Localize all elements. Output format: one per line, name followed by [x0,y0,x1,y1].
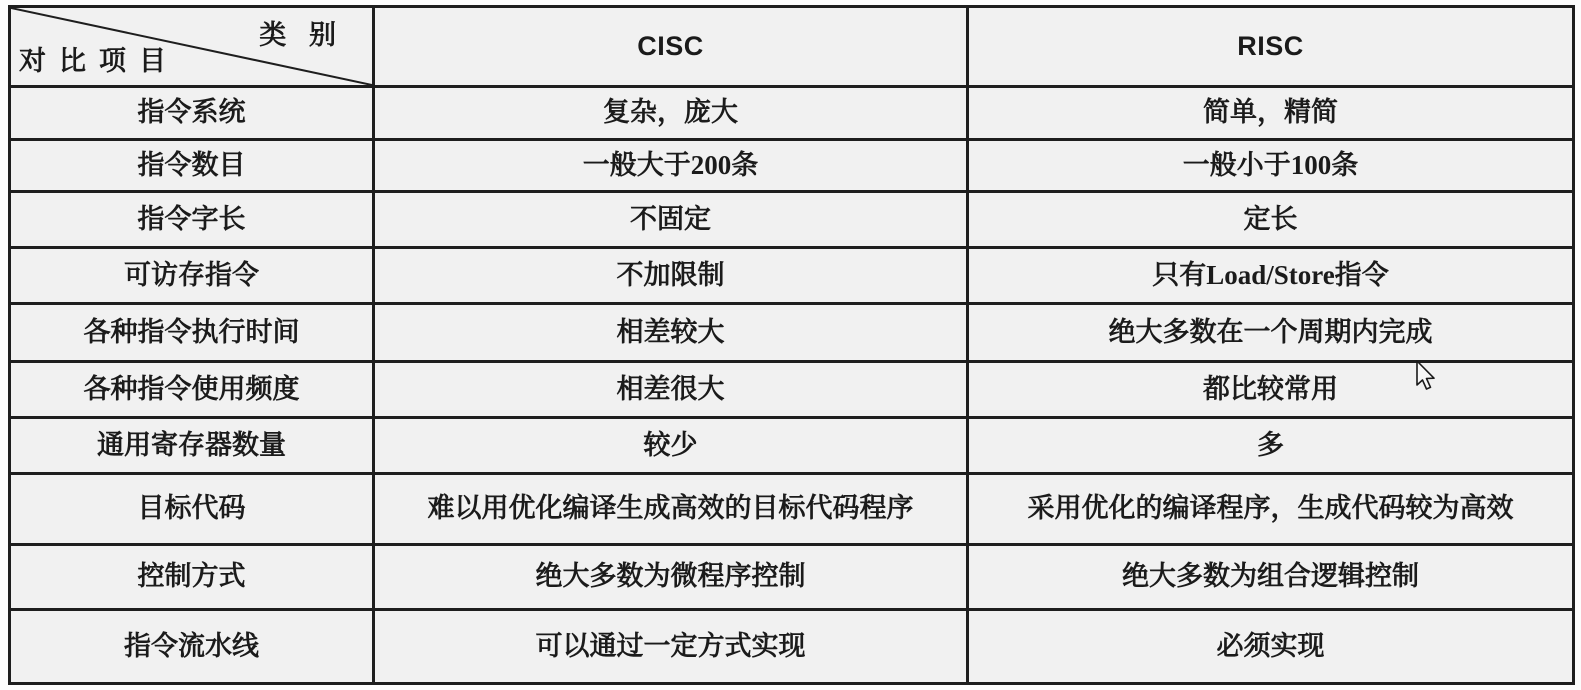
header-row [10,7,1574,87]
risc-cell: 多 [968,418,1574,474]
table-row [10,610,1574,684]
cisc-cell: 难以用优化编译生成高效的目标代码程序 [374,474,968,545]
row-label: 可访存指令 [10,248,374,304]
row-label: 指令系统 [10,87,374,140]
row-label: 指令流水线 [10,610,374,684]
cisc-cell: 不固定 [374,192,968,248]
row-label: 控制方式 [10,545,374,610]
risc-cell: 简单，精简 [968,87,1574,140]
table-row [10,192,1574,248]
risc-cell: 只有Load/Store指令 [968,248,1574,304]
cisc-cell: 一般大于200条 [374,140,968,192]
row-label: 指令数目 [10,140,374,192]
cisc-cell: 可以通过一定方式实现 [374,610,968,684]
row-label: 各种指令执行时间 [10,304,374,362]
column-header-cisc: CISC [374,7,968,87]
row-label: 各种指令使用频度 [10,362,374,418]
risc-cell: 都比较常用 [968,362,1574,418]
table-row [10,140,1574,192]
risc-cell: 绝大多数为组合逻辑控制 [968,545,1574,610]
corner-label-category: 类 别 [259,20,344,50]
table-row [10,304,1574,362]
risc-cell: 采用优化的编译程序，生成代码较为高效 [968,474,1574,545]
table-row [10,474,1574,545]
cisc-cell: 不加限制 [374,248,968,304]
cisc-risc-comparison-table [8,5,1575,685]
table-row [10,362,1574,418]
row-label: 指令字长 [10,192,374,248]
table-row [10,418,1574,474]
risc-cell: 定长 [968,192,1574,248]
cisc-cell: 绝大多数为微程序控制 [374,545,968,610]
row-label: 通用寄存器数量 [10,418,374,474]
diagonal-corner-cell [10,7,374,87]
risc-cell: 必须实现 [968,610,1574,684]
risc-cell: 一般小于100条 [968,140,1574,192]
risc-cell: 绝大多数在一个周期内完成 [968,304,1574,362]
column-header-risc: RISC [968,7,1574,87]
cisc-cell: 复杂，庞大 [374,87,968,140]
cisc-cell: 较少 [374,418,968,474]
table-row [10,248,1574,304]
cisc-cell: 相差较大 [374,304,968,362]
row-label: 目标代码 [10,474,374,545]
table-row [10,545,1574,610]
cisc-cell: 相差很大 [374,362,968,418]
table-row [10,87,1574,140]
corner-label-compare-items: 对比项目 [19,45,179,76]
